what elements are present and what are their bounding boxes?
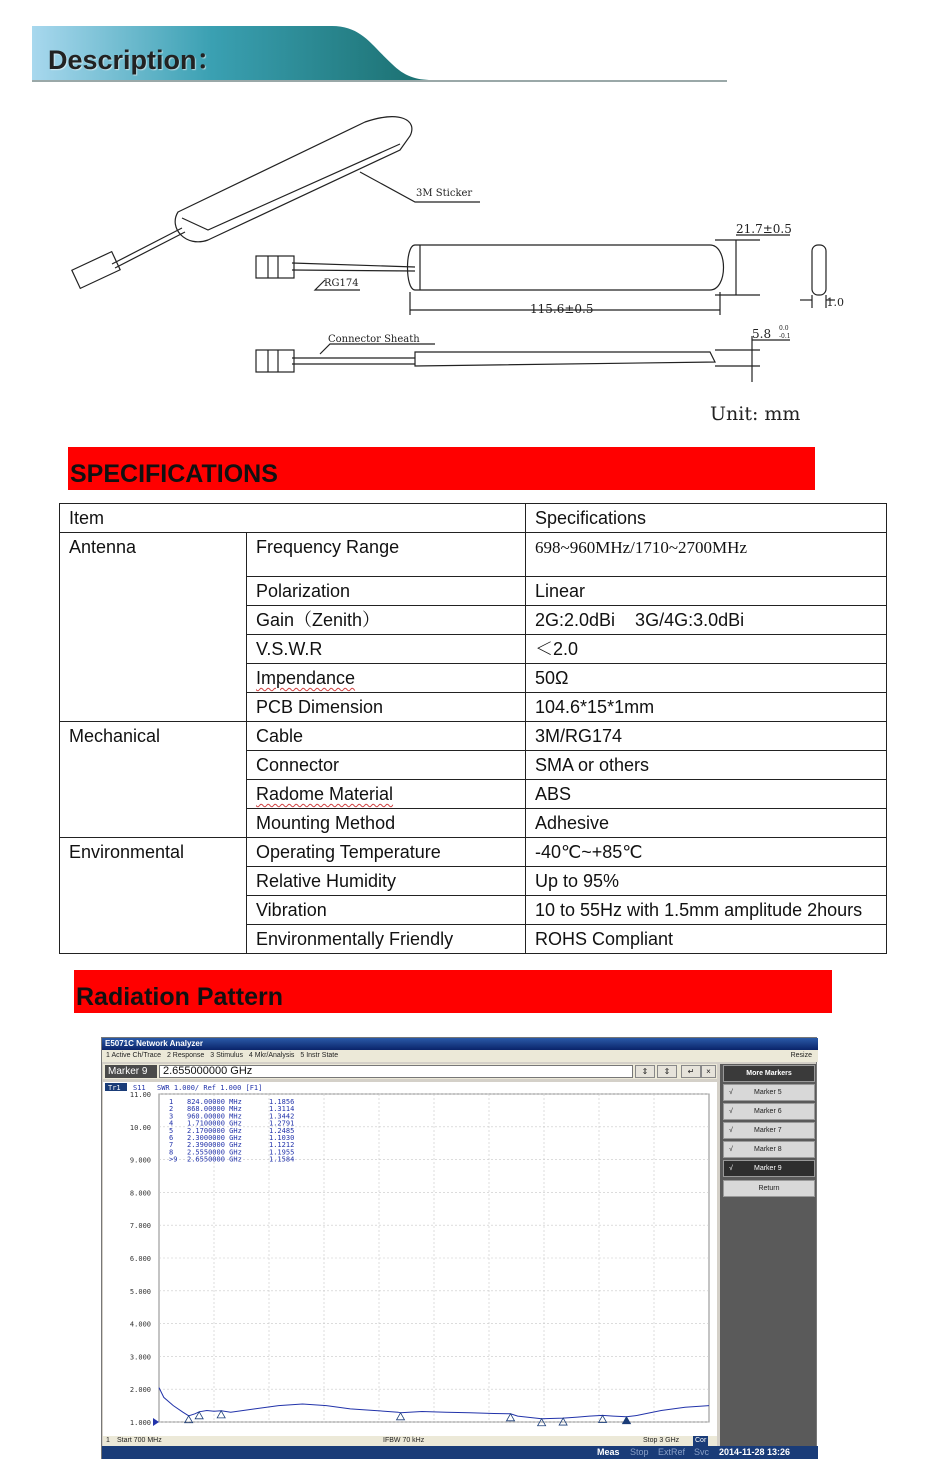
softkey-panel — [720, 1064, 816, 1458]
marker-table-num: 3 — [169, 1112, 174, 1121]
marker-triangle — [599, 1415, 607, 1422]
header-item: Item — [60, 504, 526, 533]
length-dim: 115.6±0.5 — [530, 302, 594, 316]
y-tick-label: 1.000 — [129, 1419, 151, 1427]
height-dim: 5.8 — [752, 327, 772, 341]
param-cell: Gain（Zenith） — [247, 606, 526, 635]
trace-param: S11 — [133, 1084, 146, 1092]
softkey-marker-5[interactable] — [723, 1084, 815, 1101]
menu-stimulus[interactable]: 3 Stimulus — [210, 1052, 243, 1059]
network-analyzer-window — [101, 1037, 817, 1459]
antenna-cable — [112, 228, 185, 268]
y-tick-label: 2.000 — [129, 1386, 151, 1395]
marker-table-num: 1 — [169, 1098, 174, 1106]
value-cell: -40℃~+85℃ — [526, 838, 887, 867]
radiation-title: Radiation Pattern — [76, 983, 283, 1011]
sheath-label: Connector Sheath — [328, 334, 420, 345]
specifications-table — [59, 503, 887, 954]
antenna-drawing — [60, 100, 844, 435]
y-tick-label: 4.000 — [129, 1320, 151, 1329]
param-cell: Frequency Range — [247, 533, 526, 577]
marker-label: Marker 9 — [105, 1065, 157, 1078]
marker-table-swr: 1.2485 — [269, 1126, 295, 1135]
height-tol-lower: -0.1 — [779, 333, 791, 340]
marker-table-freq: 2.1700000 GHz — [187, 1126, 242, 1135]
enter-icon[interactable]: ↵ — [681, 1065, 701, 1078]
sma-connector-iso — [72, 252, 120, 289]
y-tick-label: 7.000 — [129, 1222, 151, 1231]
header-spec: Specifications — [526, 504, 887, 533]
value-cell: 3M/RG174 — [526, 722, 887, 751]
marker-table-num: 6 — [169, 1134, 174, 1142]
value-cell: 10 to 55Hz with 1.5mm amplitude 2hours — [526, 896, 887, 925]
value-cell: ＜2.0 — [526, 635, 887, 664]
softkey-marker-9[interactable] — [723, 1160, 815, 1177]
analyzer-status-bar — [102, 1446, 818, 1459]
param-cell: Relative Humidity — [247, 867, 526, 896]
y-tick-label: 8.000 — [129, 1189, 151, 1198]
marker-table-num: 4 — [169, 1119, 174, 1128]
height-tol-upper: 0.0 — [779, 325, 789, 332]
marker-table-num: >9 — [169, 1155, 178, 1164]
group-mechanical: Mechanical — [60, 722, 247, 838]
radiation-bar — [74, 970, 832, 1013]
marker-table-num: 5 — [169, 1126, 174, 1135]
check-icon: √ — [729, 1108, 733, 1115]
marker-table-swr: 1.1584 — [269, 1155, 295, 1164]
cable-label: RG174 — [324, 278, 359, 289]
y-tick-label: 11.00 — [129, 1091, 151, 1099]
menu-active-ch[interactable]: 1 Active Ch/Trace — [106, 1052, 161, 1059]
spin-step-icon[interactable]: ⇕ — [657, 1065, 677, 1078]
softkey-label: Marker 7 — [754, 1127, 782, 1134]
softkey-marker-6[interactable] — [723, 1103, 815, 1120]
param-cell: Vibration — [247, 896, 526, 925]
y-tick-label: 5.000 — [129, 1287, 151, 1296]
y-tick-label: 3.000 — [129, 1353, 151, 1362]
softkey-marker-8[interactable] — [723, 1141, 815, 1158]
param-text: Radome Material — [256, 784, 394, 804]
group-antenna: Antenna — [60, 533, 247, 722]
table-row — [60, 838, 887, 867]
marker-table-freq: 2.3000000 GHz — [187, 1134, 242, 1142]
marker-triangle — [623, 1417, 631, 1424]
softkey-more-markers[interactable]: More Markers — [723, 1065, 815, 1082]
param-cell: Mounting Method — [247, 809, 526, 838]
analyzer-title: E5071C Network Analyzer — [102, 1038, 818, 1050]
table-row — [60, 722, 887, 751]
param-cell: Connector — [247, 751, 526, 780]
marker-table-num: 2 — [169, 1105, 174, 1114]
marker-table-freq: 868.00000 MHz — [187, 1105, 242, 1114]
marker-table-swr: 1.3442 — [269, 1112, 295, 1121]
param-cell: Operating Temperature — [247, 838, 526, 867]
marker-triangle — [217, 1411, 225, 1418]
thickness-dim: 1.0 — [826, 296, 844, 309]
specifications-bar — [68, 447, 815, 490]
param-cell: V.S.W.R — [247, 635, 526, 664]
sma-connector-side — [256, 256, 294, 278]
ref-arrow-icon — [153, 1418, 159, 1426]
analyzer-menu — [102, 1050, 818, 1062]
menu-mkr-analysis[interactable]: 4 Mkr/Analysis — [248, 1052, 295, 1059]
softkey-return[interactable]: Return — [723, 1180, 815, 1197]
specifications-title: SPECIFICATIONS — [70, 460, 278, 488]
swr-plot — [103, 1082, 717, 1444]
marker-value-input[interactable]: 2.655000000 GHz — [159, 1065, 633, 1078]
table-row — [60, 533, 887, 577]
value-cell: ABS — [526, 780, 887, 809]
footer-stop: Stop 3 GHz — [643, 1437, 680, 1444]
param-cell: Polarization — [247, 577, 526, 606]
softkey-label: Marker 8 — [754, 1146, 782, 1153]
status-extref: ExtRef — [658, 1447, 686, 1457]
marker-table-freq: 2.5550000 GHz — [187, 1148, 242, 1157]
marker-table-freq: 2.6550000 GHz — [187, 1155, 242, 1164]
marker-table-swr: 1.1955 — [269, 1148, 295, 1157]
status-stop: Stop — [630, 1447, 649, 1457]
sticker-label: 3M Sticker — [416, 188, 473, 199]
marker-table-swr: 1.3114 — [269, 1105, 295, 1114]
value-cell: 698~960MHz/1710~2700MHz — [526, 533, 887, 577]
marker-table-swr: 1.1856 — [269, 1098, 295, 1106]
status-datetime: 2014-11-28 13:26 — [719, 1447, 791, 1457]
antenna-end-view — [812, 245, 826, 295]
param-cell: Cable — [247, 722, 526, 751]
unit-label: Unit: mm — [710, 403, 801, 425]
antenna-side-view — [408, 245, 724, 290]
value-cell: 2G:2.0dBi 3G/4G:3.0dBi — [526, 606, 887, 635]
analyzer-sweep-footer — [103, 1436, 717, 1446]
value-cell: 50Ω — [526, 664, 887, 693]
check-icon: √ — [729, 1146, 733, 1153]
value-cell: Up to 95% — [526, 867, 887, 896]
value-cell: 104.6*15*1mm — [526, 693, 887, 722]
spin-updown-icon[interactable]: ⇕ — [635, 1065, 655, 1078]
param-text: Impendance — [256, 668, 356, 688]
softkey-label: Marker 5 — [754, 1089, 782, 1096]
footer-ifbw: IFBW 70 kHz — [383, 1437, 425, 1444]
softkey-label: Marker 6 — [754, 1108, 782, 1115]
marker-table-swr: 1.1030 — [269, 1134, 295, 1142]
footer-start: Start 700 MHz — [117, 1437, 162, 1444]
marker-table-freq: 824.00000 MHz — [187, 1098, 242, 1106]
value-cell: Linear — [526, 577, 887, 606]
status-meas: Meas — [597, 1447, 620, 1457]
description-banner — [32, 26, 727, 84]
marker-table-swr: 1.2791 — [269, 1119, 295, 1128]
value-cell: SMA or others — [526, 751, 887, 780]
check-icon: √ — [729, 1127, 733, 1134]
param-cell: Environmentally Friendly — [247, 925, 526, 954]
marker-table-num: 7 — [169, 1141, 174, 1150]
table-header-row — [60, 504, 887, 533]
softkey-label: Marker 9 — [754, 1165, 782, 1172]
footer-cor: Cor — [695, 1437, 707, 1444]
width-dim: 21.7±0.5 — [736, 222, 792, 236]
description-title: Description： — [48, 45, 224, 75]
marker-table-num: 8 — [169, 1148, 174, 1157]
marker-table-freq: 1.7100000 GHz — [187, 1119, 242, 1128]
param-cell — [247, 664, 526, 693]
y-tick-label: 9.000 — [129, 1156, 151, 1165]
menu-instr-state[interactable]: 5 Instr State — [300, 1052, 339, 1059]
y-tick-label: 10.00 — [129, 1123, 151, 1132]
check-icon: √ — [729, 1089, 733, 1096]
marker-entry-bar — [103, 1064, 717, 1079]
param-cell — [247, 780, 526, 809]
antenna-body — [175, 117, 412, 242]
trace-format: SWR 1.000/ Ref 1.000 [F1] — [157, 1084, 263, 1092]
menu-resize[interactable]: Resize — [790, 1052, 812, 1059]
param-cell: PCB Dimension — [247, 693, 526, 722]
marker-table-swr: 1.1212 — [269, 1141, 295, 1150]
value-cell: ROHS Compliant — [526, 925, 887, 954]
marker-table-freq: 960.00000 MHz — [187, 1112, 242, 1121]
status-svc: Svc — [694, 1447, 710, 1457]
value-cell: Adhesive — [526, 809, 887, 838]
trace-badge: Tr1 — [108, 1084, 121, 1092]
check-icon: √ — [729, 1165, 733, 1172]
group-environmental: Environmental — [60, 838, 247, 954]
close-icon[interactable]: × — [701, 1065, 716, 1078]
antenna-profile-view — [415, 352, 715, 366]
marker-triangle — [397, 1413, 405, 1420]
y-tick-label: 6.000 — [129, 1255, 151, 1263]
softkey-marker-7[interactable] — [723, 1122, 815, 1139]
menu-response[interactable]: 2 Response — [166, 1052, 205, 1059]
marker-table-freq: 2.3900000 GHz — [187, 1141, 242, 1150]
footer-channel: 1 — [106, 1437, 110, 1444]
sma-connector-profile — [256, 350, 294, 372]
